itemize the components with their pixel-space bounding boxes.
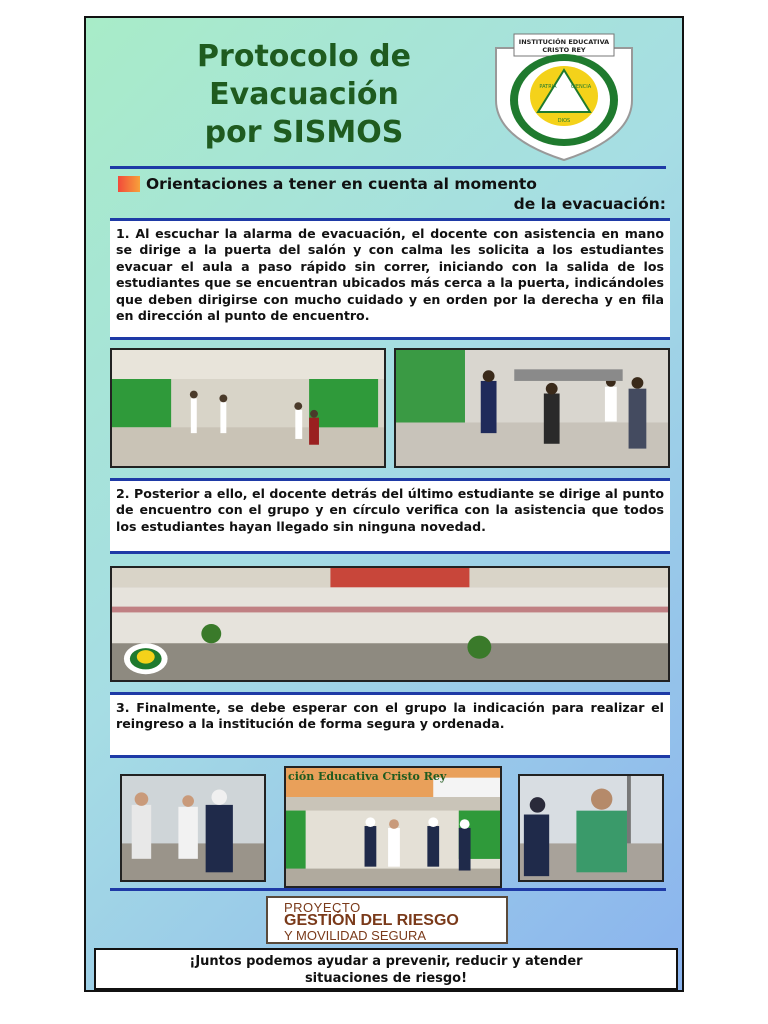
photo-officer-conversation bbox=[518, 774, 664, 882]
orientation-line: Orientaciones a tener en cuenta al momento bbox=[146, 175, 537, 193]
footer-line: ¡Juntos podemos ayudar a prevenir, reducir y atender bbox=[189, 954, 583, 969]
page-title bbox=[144, 38, 464, 152]
orientation-heading bbox=[146, 174, 666, 214]
logo-institution-text: INSTITUCIÓN EDUCATIVA bbox=[518, 38, 610, 46]
poster bbox=[84, 16, 684, 992]
divider bbox=[110, 888, 666, 891]
step-3-text: 3. Finalmente, se debe esperar con el grupo la indicación para realizar el reingreso a la institución de forma segura y ordenada. bbox=[110, 692, 670, 758]
bullet-square bbox=[118, 176, 140, 192]
title-line: por SISMOS bbox=[204, 115, 404, 150]
photo-officials bbox=[120, 774, 266, 882]
banner-line: PROYECTO bbox=[284, 900, 361, 915]
orientation-line: de la evacuación: bbox=[513, 195, 666, 213]
banner-line: Y MOVILIDAD SEGURA bbox=[284, 928, 427, 943]
title-line: Evacuación bbox=[209, 77, 399, 112]
school-logo bbox=[484, 30, 644, 162]
divider bbox=[110, 166, 666, 169]
logo-word: DIOS bbox=[557, 118, 571, 124]
footer-line: situaciones de riesgo! bbox=[304, 971, 468, 986]
banner-title: GESTIÓN DEL RIESGO bbox=[284, 912, 459, 929]
photo-students-walking bbox=[394, 348, 670, 468]
logo-word: PATRIA bbox=[539, 84, 557, 90]
step-1-text: 1. Al escuchar la alarma de evacuación, el docente con asistencia en mano se dirige a la puerta del salón y con calma les solicita a los estudiantes evacuar el aula a paso rápido sin correr, iniciando con la salida de los estudiantes que se encuentran ubicados más cerca a la puerta, indicándoles que deben dirigirse con mucho cuidado y en orden por la derecha y en fila en dirección al punto de encuentro. bbox=[110, 218, 670, 340]
school-sign-text: ción Educativa Cristo Rey bbox=[288, 770, 447, 783]
photo-meeting-point-crowd bbox=[110, 566, 670, 682]
step-2-text: 2. Posterior a ello, el docente detrás del último estudiante se dirige al punto de encuentro con el grupo y en círculo verifica con la asistencia que todos los estudiantes hayan llegado sin ninguna novedad. bbox=[110, 478, 670, 554]
logo-word: CIENCIA bbox=[570, 84, 592, 90]
photo-school-entrance bbox=[284, 766, 502, 888]
photo-hallway-evacuation bbox=[110, 348, 386, 468]
logo-name-text: CRISTO REY bbox=[542, 46, 586, 54]
project-banner bbox=[266, 896, 508, 944]
footer-slogan bbox=[94, 948, 678, 990]
title-line: Protocolo de bbox=[197, 39, 411, 74]
